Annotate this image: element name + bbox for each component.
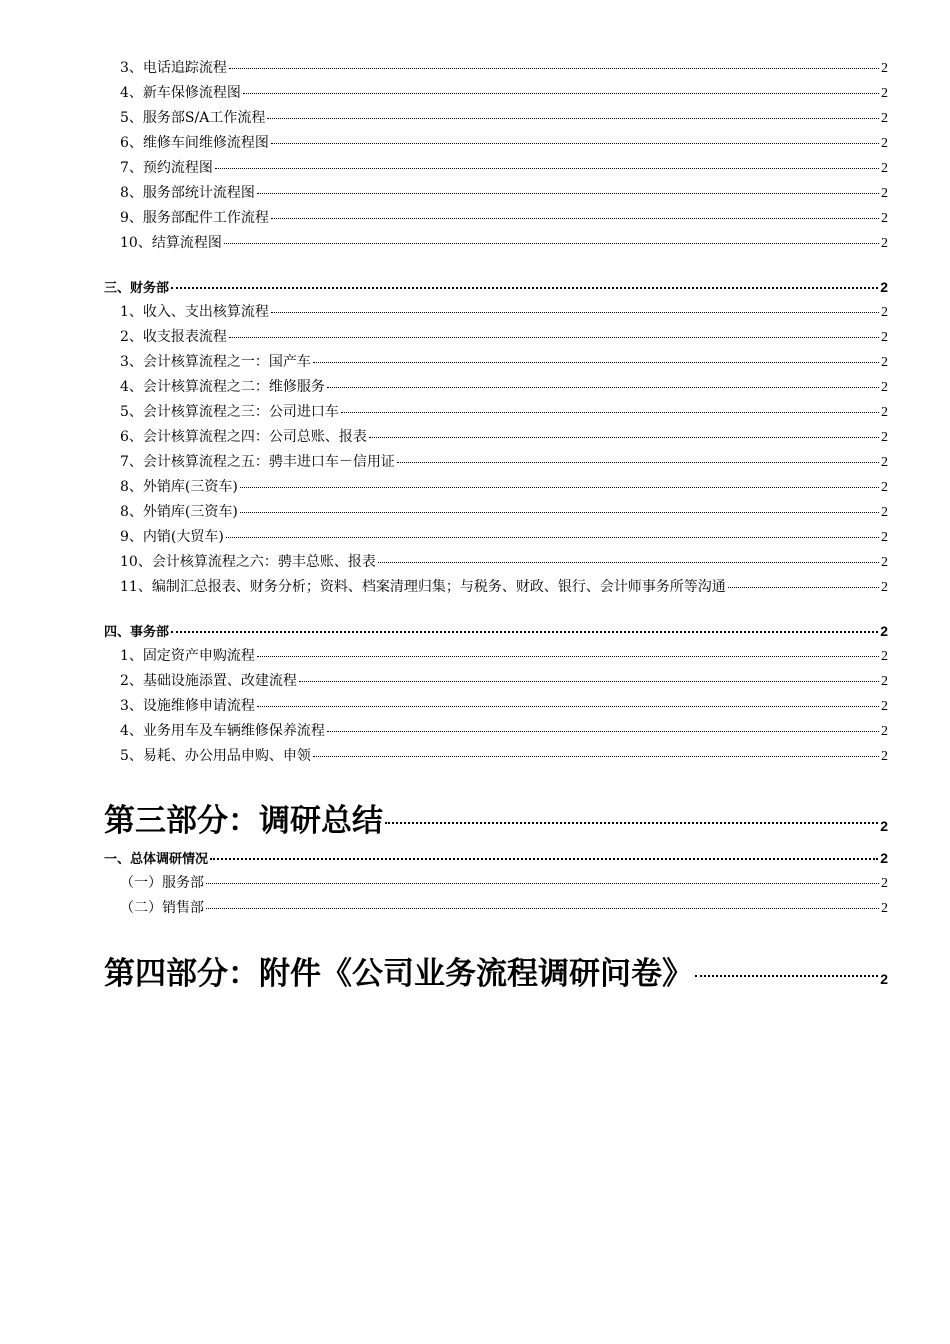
toc-entry-label: 6、维修车间维修流程图: [120, 135, 269, 151]
toc-entry-label: 3、电话追踪流程: [120, 60, 227, 76]
toc-entry[interactable]: [104, 106, 888, 131]
toc-entry[interactable]: [104, 350, 888, 375]
toc-page-number: 2: [881, 530, 888, 545]
toc-entry[interactable]: [104, 131, 888, 156]
toc-entry-label: 5、服务部S/A工作流程: [120, 110, 266, 126]
toc-page-number: 2: [881, 405, 888, 420]
dot-leader: [229, 68, 879, 69]
toc-entry[interactable]: [104, 375, 888, 400]
dot-leader: [369, 437, 879, 438]
toc-page-number: 2: [880, 850, 888, 866]
toc-page-number: 2: [880, 279, 888, 295]
toc-entry-label: 3、会计核算流程之一：国产车: [120, 354, 311, 370]
toc-page-number: 2: [881, 236, 888, 251]
toc-page-number: 2: [881, 86, 888, 101]
dot-leader: [271, 312, 879, 313]
dot-leader: [206, 908, 879, 909]
toc-entry[interactable]: [104, 896, 888, 921]
dot-leader: [257, 706, 879, 707]
toc-page-number: 2: [881, 699, 888, 714]
toc-section-affairs[interactable]: [104, 619, 888, 644]
toc-entry[interactable]: [104, 719, 888, 744]
toc-entry[interactable]: [104, 181, 888, 206]
spacer: [104, 600, 888, 619]
toc-entry[interactable]: [104, 56, 888, 81]
toc-page-number: 2: [880, 623, 888, 639]
toc-page-number: 2: [881, 136, 888, 151]
dot-leader: [226, 537, 879, 538]
toc-page-number: 2: [881, 876, 888, 891]
toc-entry[interactable]: [104, 300, 888, 325]
toc-page-number: 2: [881, 61, 888, 76]
toc-entry[interactable]: [104, 206, 888, 231]
dot-leader: [257, 656, 879, 657]
toc-entry[interactable]: [104, 644, 888, 669]
toc-page-number: 2: [881, 355, 888, 370]
toc-page-number: 2: [881, 111, 888, 126]
toc-entry-label: 8、外销库(三资车): [120, 504, 238, 520]
toc-entry[interactable]: [104, 525, 888, 550]
toc-page-number: 2: [881, 674, 888, 689]
toc-entry-label: （一）服务部: [120, 875, 204, 891]
toc-entry-label: 2、基础设施添置、改建流程: [120, 673, 297, 689]
toc-page-number: 2: [881, 555, 888, 570]
section-title: 一、总体调研情况: [104, 852, 209, 867]
toc-entry[interactable]: [104, 669, 888, 694]
toc-entry-label: 7、预约流程图: [120, 160, 213, 176]
toc-entry-label: 3、设施维修申请流程: [120, 698, 255, 714]
toc-page-number: 2: [881, 186, 888, 201]
toc-page-number: 2: [881, 649, 888, 664]
dot-leader: [695, 975, 878, 977]
toc-entry[interactable]: [104, 871, 888, 896]
toc-page-number: 2: [881, 480, 888, 495]
dot-leader: [313, 756, 879, 757]
dot-leader: [243, 93, 879, 94]
dot-leader: [215, 168, 879, 169]
toc-section-finance[interactable]: [104, 275, 888, 300]
toc-entry-label: 7、会计核算流程之五：骋丰进口车－信用证: [120, 454, 395, 470]
dot-leader: [271, 218, 879, 219]
toc-entry-label: 6、会计核算流程之四：公司总账、报表: [120, 429, 367, 445]
dot-leader: [206, 883, 879, 884]
toc-entry-label: 4、会计核算流程之二：维修服务: [120, 379, 325, 395]
toc-entry-label: 8、外销库(三资车): [120, 479, 238, 495]
dot-leader: [327, 731, 879, 732]
dot-leader: [378, 562, 879, 563]
spacer: [104, 769, 888, 796]
toc-page-number: 2: [881, 580, 888, 595]
toc-entry-label: 8、服务部统计流程图: [120, 185, 255, 201]
toc-page-number: 2: [881, 749, 888, 764]
dot-leader: [240, 512, 879, 513]
toc-part-4[interactable]: [104, 949, 888, 999]
toc-part-3[interactable]: [104, 796, 888, 846]
toc-entry[interactable]: [104, 475, 888, 500]
toc-entry-label: 9、内销(大贸车): [120, 529, 224, 545]
part-title: 第三部分：调研总结: [104, 803, 383, 839]
dot-leader: [299, 681, 879, 682]
toc-entry-label: 1、收入、支出核算流程: [120, 304, 269, 320]
toc-page-number: 2: [881, 211, 888, 226]
dot-leader: [229, 337, 879, 338]
toc-entry[interactable]: [104, 744, 888, 769]
toc-entry[interactable]: [104, 500, 888, 525]
toc-page-number: 2: [881, 161, 888, 176]
toc-entry[interactable]: [104, 575, 888, 600]
toc-entry-label: 1、固定资产申购流程: [120, 648, 255, 664]
toc-entry[interactable]: [104, 325, 888, 350]
toc-entry-label: 9、服务部配件工作流程: [120, 210, 269, 226]
service-items: [104, 56, 888, 256]
toc-entry[interactable]: [104, 450, 888, 475]
dot-leader: [728, 587, 879, 588]
toc-entry-label: 10、结算流程图: [120, 235, 222, 251]
toc-page-number: 2: [881, 305, 888, 320]
spacer: [104, 256, 888, 275]
toc-page-number: 2: [881, 505, 888, 520]
toc-entry-label: 4、业务用车及车辆维修保养流程: [120, 723, 325, 739]
toc-page-number: 2: [881, 380, 888, 395]
toc-entry[interactable]: [104, 425, 888, 450]
toc-entry-label: 11、编制汇总报表、财务分析；资料、档案清理归集；与税务、财政、银行、会计师事务所等沟通: [120, 579, 726, 595]
dot-leader: [171, 287, 878, 289]
part-title: 第四部分：附件《公司业务流程调研问卷》: [104, 956, 693, 992]
toc-entry[interactable]: [104, 400, 888, 425]
toc-entry-label: 4、新车保修流程图: [120, 85, 241, 101]
dot-leader: [257, 193, 879, 194]
dot-leader: [224, 243, 879, 244]
toc-entry[interactable]: [104, 550, 888, 575]
section-title: 四、事务部: [104, 625, 170, 640]
dot-leader: [271, 143, 879, 144]
toc-page-number: 2: [881, 455, 888, 470]
toc-page-number: 2: [880, 971, 888, 987]
spacer: [104, 921, 888, 949]
toc-entry[interactable]: [104, 231, 888, 256]
toc-page-number: 2: [881, 330, 888, 345]
toc-entry-label: 5、会计核算流程之三：公司进口车: [120, 404, 339, 420]
toc-page-number: 2: [881, 901, 888, 916]
dot-leader: [267, 118, 879, 119]
toc-entry-label: 10、会计核算流程之六：骋丰总账、报表: [120, 554, 376, 570]
table-of-contents: [104, 56, 888, 999]
toc-page-number: 2: [881, 724, 888, 739]
toc-entry-label: （二）销售部: [120, 900, 204, 916]
toc-entry[interactable]: [104, 81, 888, 106]
dot-leader: [313, 362, 879, 363]
dot-leader: [327, 387, 879, 388]
toc-entry[interactable]: [104, 156, 888, 181]
toc-entry-label: 5、易耗、办公用品申购、申领: [120, 748, 311, 764]
dot-leader: [397, 462, 879, 463]
toc-entry-label: 2、收支报表流程: [120, 329, 227, 345]
toc-page-number: 2: [880, 818, 888, 834]
dot-leader: [240, 487, 879, 488]
dot-leader: [341, 412, 879, 413]
dot-leader: [171, 631, 878, 633]
dot-leader: [210, 858, 878, 860]
dot-leader: [385, 822, 878, 824]
toc-entry[interactable]: [104, 694, 888, 719]
toc-page-number: 2: [881, 430, 888, 445]
section-title: 三、财务部: [104, 281, 170, 296]
toc-section-overall[interactable]: [104, 846, 888, 871]
